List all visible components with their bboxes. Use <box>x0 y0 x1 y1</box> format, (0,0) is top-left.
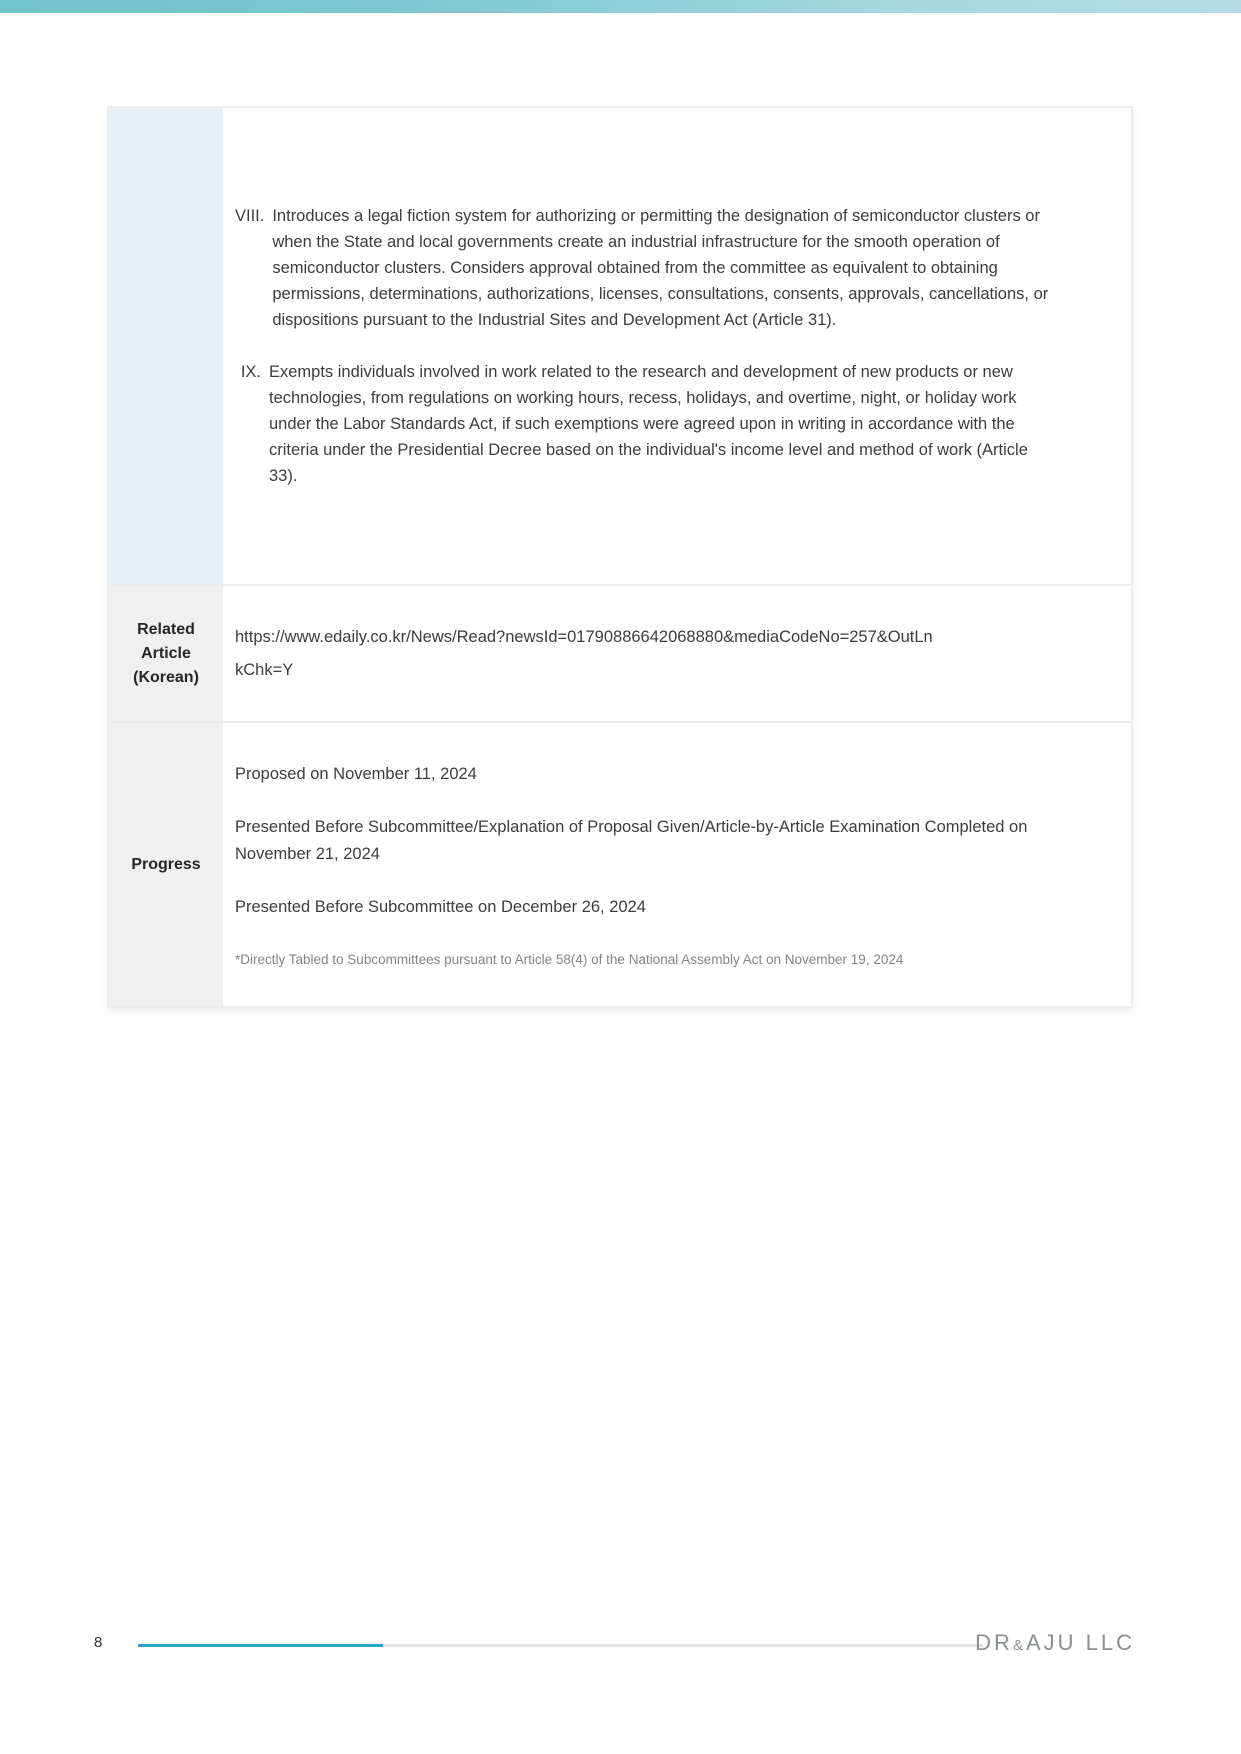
firm-logo-text: DR <box>975 1630 1013 1655</box>
list-item-number: IX. <box>240 363 261 381</box>
progress-entry: Proposed on November 11, 2024 <box>235 765 477 783</box>
footer-divider-line <box>138 1644 983 1647</box>
summary-label-cell <box>109 108 225 584</box>
progress-entry: Presented Before Subcommittee/Explanation of Proposal Given/Article-by-Article Examination Completed on November 21, 2024 <box>235 818 1028 863</box>
progress-footnote: *Directly Tabled to Subcommittees pursuant to Article 58(4) of the National Assembly Act on November 19, 2024 <box>235 952 904 967</box>
table-row-related-article <box>109 584 1131 721</box>
related-article-link[interactable]: https://www.edaily.co.kr/News/Read?newsId=01790886642068880&mediaCodeNo=257&OutLnkChk=Y <box>235 627 933 679</box>
table-row-progress <box>109 721 1131 1006</box>
footer-divider-accent-segment <box>138 1644 383 1647</box>
table-row-summary <box>109 108 1131 584</box>
bill-summary-table <box>107 106 1133 1008</box>
footer-divider-gray-segment <box>383 1644 983 1647</box>
firm-logo <box>975 1630 1135 1656</box>
firm-logo-text: AJU LLC <box>1025 1630 1135 1655</box>
related-article-content-cell <box>225 586 1131 721</box>
progress-content-cell <box>225 723 1131 1006</box>
list-item-number: VIII. <box>235 207 265 225</box>
page-number: 8 <box>94 1634 103 1651</box>
list-item-text: Introduces a legal fiction system for authorizing or permitting the designation of semiconductor clusters or when the State and local governments create an industrial infrastructure for the smooth operation of semiconductor clusters. Considers approval obtained from the committee as equivalent to obtaining permissions, determinations, authorizations, licenses, consultations, consents, approvals, cancellations, or dispositions pursuant to the Industrial Sites and Development Act (Article 31). <box>272 207 1049 329</box>
firm-logo-ampersand: & <box>1012 1637 1026 1654</box>
summary-content-cell <box>225 108 1131 584</box>
progress-label: Progress <box>109 723 225 1006</box>
top-accent-bar <box>0 0 1241 13</box>
list-item-text: Exempts individuals involved in work related to the research and development of new products or new technologies, from regulations on working hours, recess, holidays, and overtime, night, or holiday work under the Labor Standards Act, if such exemptions were agreed upon in writing in accordance with the criteria under the Presidential Decree based on the individual's income level and method of work (Article 33). <box>269 363 1028 485</box>
progress-entry: Presented Before Subcommittee on December 26, 2024 <box>235 898 646 916</box>
list-item <box>235 203 1076 333</box>
list-item <box>235 359 1076 489</box>
related-article-label: Related Article (Korean) <box>109 586 225 721</box>
